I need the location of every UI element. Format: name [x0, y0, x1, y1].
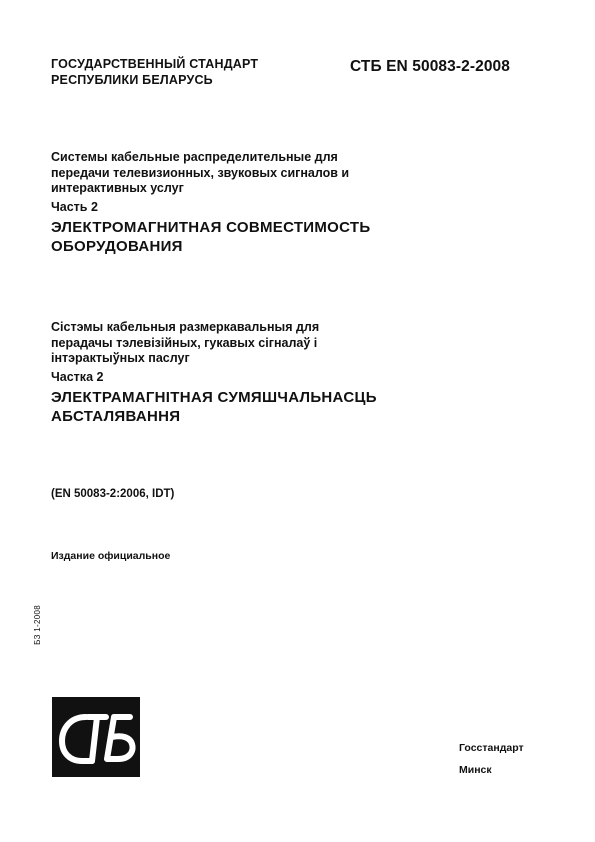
title-line: АБСТАЛЯВАННЯ: [51, 407, 181, 425]
publisher-name: Госстандарт: [459, 742, 524, 754]
title-line: ОБОРУДОВАНИЯ: [51, 237, 183, 255]
issuing-authority: [51, 56, 258, 88]
publisher-city: Минск: [459, 764, 492, 776]
stb-logo-icon: [52, 697, 140, 777]
russian-title-block: [51, 150, 491, 256]
subtitle-line: передачи телевизионных, звуковых сигналов и: [51, 165, 350, 180]
bulletin-stamp: БЗ 1-2008: [33, 605, 42, 645]
russian-main-title: [51, 218, 491, 256]
belarusian-main-title: [51, 388, 491, 426]
subtitle-line: интерактивных услуг: [51, 181, 184, 195]
russian-part-label: Часть 2: [51, 199, 98, 214]
authority-line-2: РЕСПУБЛИКИ БЕЛАРУСЬ: [51, 73, 213, 87]
belarusian-part-label: Частка 2: [51, 369, 104, 384]
subtitle-line: перадачы тэлевізійных, гукавых сігналаў і: [51, 335, 318, 350]
russian-subtitle: [51, 150, 491, 197]
belarusian-subtitle: [51, 320, 491, 367]
subtitle-line: Системы кабельные распределительные для: [51, 150, 338, 164]
identity-note: (EN 50083-2:2006, IDT): [51, 488, 175, 500]
belarusian-title-block: [51, 320, 491, 426]
title-line: ЭЛЕКТРОМАГНИТНАЯ СОВМЕСТИМОСТЬ: [51, 218, 371, 236]
edition-label: Издание официальное: [51, 550, 171, 562]
subtitle-line: Сістэмы кабельныя размеркавальныя для: [51, 320, 320, 334]
authority-line-1: ГОСУДАРСТВЕННЫЙ СТАНДАРТ: [51, 57, 259, 71]
standard-code: СТБ EN 50083-2-2008: [350, 58, 510, 75]
title-line: ЭЛЕКТРАМАГНІТНАЯ СУМЯШЧАЛЬНАСЦЬ: [51, 388, 377, 406]
subtitle-line: інтэрактыўных паслуг: [51, 351, 190, 365]
